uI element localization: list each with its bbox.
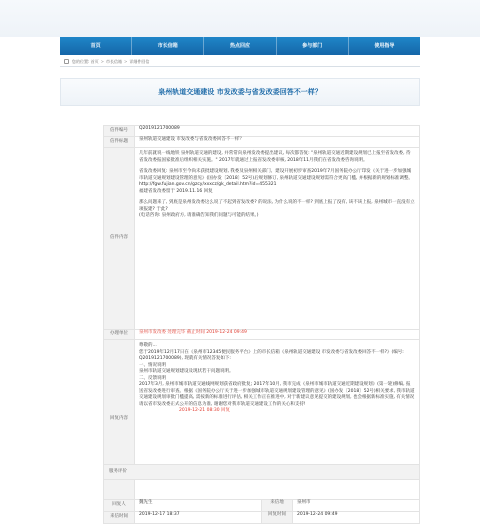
- breadcrumb: [60, 57, 420, 67]
- letter-location: 泉州市: [292, 500, 419, 512]
- content-paragraph: 几年前就说一线地铁 泉州轨道交通的建设, 并常常向泉州发改委提出建议, 每次都答复: "泉州轨道交通近期建设规划已上报至省发改委, 待省发改委报国家批准后组织相关实施。" 2017年就通过上报省发改委审核, 2018年11月我们在省发改委咨询说明。: [139, 151, 411, 163]
- letter-title: 泉州轨道交通建设 市发改委与省发改委回答不一样？: [135, 137, 420, 148]
- location-label: 来信地: [261, 500, 292, 512]
- reply-time-highlight: 2019-12-21 08:30 回复: [179, 408, 230, 414]
- breadcrumb-mailbox[interactable]: 市长信箱: [105, 58, 122, 64]
- breadcrumb-current: 详细件回信: [129, 58, 150, 64]
- content-paragraph: 省发改委回复: 泉州市至今尚未获批建设规划, 我委及泉州相关部门、建设开展初步审查2019年7月国务院办公厅印发《关于进一步加强城市轨道交通规划建设管理的意见》(国办发〔2018〕52号)后规划修订, 泉州轨道交通建设规划需符合更高门槛, 并根据新的规划标准调整。: [139, 169, 413, 181]
- main-nav: [60, 37, 420, 55]
- reply-paragraph: 2017年3月, 泉州市城市轨道交通线网规划获省政府批复; 2017年10月, 我市完成《泉州市城市轨道交通近期建设规划》(第一轮)修编, 报送省发改委进行审查。根据《国务院办公厅关于进一步加强城市轨道交通规划建设管理的意见》(国办发〔2018〕52号)相关要求, 我市轨道交通建设规划审批门槛提高, 需按新的标准进行评估, 相关工作正在推进中, 对于新建议意见提交的建设规划, 也会根据新标准实施, 有关情况请以省市发改委正式公开的信息为准, 谢谢您对我市轨道交通建设工作的关心和支持!: [139, 382, 415, 407]
- content-paragraph: (电话咨询: 泉州政府方, 请准确告知我们问题与可能的结果。): [139, 213, 259, 219]
- handling-unit: 泉州市发改委 处理完毕 截止时间 2019-12-24 09:49: [135, 330, 420, 340]
- breadcrumb-home[interactable]: 您的位置: 首页: [72, 58, 99, 64]
- content-link[interactable]: http://fgw.fujian.gov.cn/gzcy/xxxcz/gk_detail.htm?id=455321: [139, 182, 277, 188]
- breadcrumb-separator: >: [123, 58, 128, 64]
- rating-label: 服务评价: [109, 469, 127, 474]
- time-label: 来信时间: [104, 512, 135, 524]
- title-box: [60, 78, 420, 106]
- unit-label: 办理单位: [104, 330, 135, 340]
- rating-section: [103, 464, 420, 480]
- reply-label: 回复内容: [104, 340, 135, 500]
- code-label: 信件编号: [104, 126, 135, 137]
- letter-content: [135, 148, 420, 330]
- nav-guide[interactable]: 使用指导: [348, 37, 420, 55]
- nav-mayor-mailbox[interactable]: 市长信箱: [131, 37, 203, 55]
- reply-paragraph: 尊敬的...: [139, 343, 157, 348]
- reply-person: 魏先生: [135, 500, 262, 512]
- content-paragraph: 那么问题来了, 到底是泉州发改委这么说了不起到省发改委? 的说法, 为什么说的不一样? 到底上报了没有, 该不该上报, 泉州城市一直没有立项报建? 于此?: [139, 200, 415, 212]
- page-title: 泉州轨道交通建设 市发改委与省发改委回答不一样？: [158, 87, 322, 96]
- reply-paragraph: 泉州市轨道交通规划建设及现状若干问题说明。: [139, 369, 234, 375]
- header-band: [0, 0, 480, 37]
- content-paragraph: 福建省发改委留于 2019.11.16 回复: [139, 188, 213, 194]
- nav-departments[interactable]: 参与部门: [276, 37, 348, 55]
- person-label: 回复人: [104, 500, 135, 512]
- nav-home[interactable]: 首页: [90, 43, 101, 49]
- nav-hot-response[interactable]: 热点回应: [203, 37, 275, 55]
- reply-paragraph: 二、反馈说明: [139, 375, 166, 381]
- letter-time: 2019-12-17 18:37: [135, 512, 262, 524]
- reply-time-label: 回复时间: [261, 512, 292, 524]
- home-icon: [64, 59, 69, 64]
- content-label: 信件内容: [104, 148, 135, 330]
- reply-paragraph: 您于2019年12月17日在《泉州市12345便民服务平台》上的市长信箱《泉州轨道交通建设 市发改委与省发改委回答不一样?》(编号: Q2019121700089), 现就有关情况答复如下:: [139, 349, 404, 362]
- reply-time: 2019-12-24 09:49: [292, 512, 419, 524]
- letter-code: Q2019121700089: [135, 126, 420, 137]
- reply-paragraph: 一、情况说明: [139, 362, 166, 368]
- title-label: 信件标题: [104, 137, 135, 148]
- breadcrumb-separator: >: [100, 58, 104, 64]
